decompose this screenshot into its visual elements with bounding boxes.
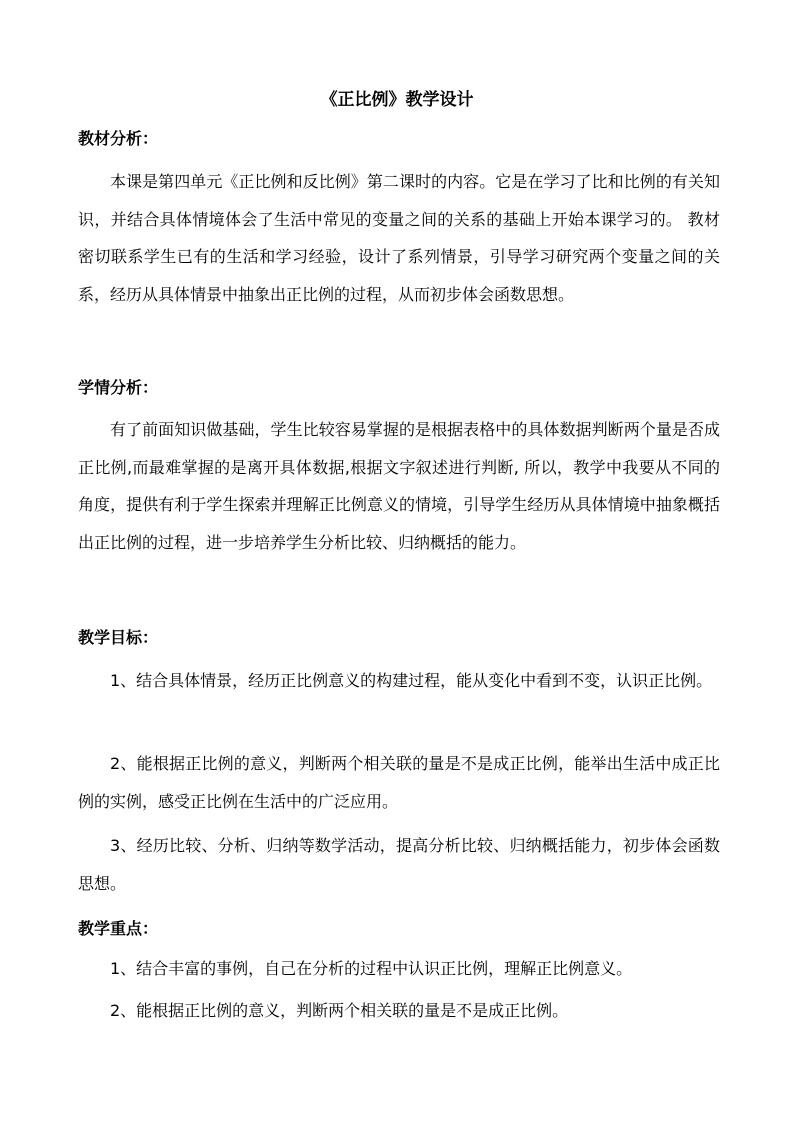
heading-teaching-focus: 教学重点： [78,919,159,938]
heading-teaching-goals: 教学目标： [78,628,159,647]
teaching-goal-item-1: 1、结合具体情景，经历正比例意义的构建过程，能从变化中看到不变，认识正比例。 [110,671,713,690]
teaching-goal-item-3: 3、经历比较、分析、归纳等数学活动，提高分析比较、归纳概括能力，初步体会函数思想。 [78,836,720,893]
teaching-focus-item-2: 2、能根据正比例的意义，判断两个相关联的量是不是成正比例。 [110,1001,569,1020]
teaching-goal-item-2: 2、能根据正比例的意义，判断两个相关联的量是不是成正比例，能举出生活中成正比例的实例，感受正比例在生活中的广泛应用。 [78,754,720,811]
paragraph-student-analysis: 有了前面知识做基础，学生比较容易掌握的是根据表格中的具体数据判断两个量是否成正比例,而最难掌握的是离开具体数据,根据文字叙述进行判断, 所以，教学中我要从不同的角度，提供有利于学生探索并理解正比例意义的情境，引导学生经历从具体情境中抽象概括出正比例的过程，进一步培养学生分析比较、归纳概括的能力。 [78,420,720,552]
heading-material-analysis: 教材分析： [78,129,159,148]
teaching-focus-item-1: 1、结合丰富的事例，自己在分析的过程中认识正比例，理解正比例意义。 [110,959,633,978]
document-title: 《正比例》教学设计 [320,90,474,110]
paragraph-material-analysis: 本课是第四单元《正比例和反比例》第二课时的内容。它是在学习了比和比例的有关知识，并结合具体情境体会了生活中常见的变量之间的关系的基础上开始本课学习的。 教材密切联系学生已有的生活和学习经验，设计了系列情景，引导学习研究两个变量之间的关系，经历从具体情景中抽象出正比例的过程，从而初步体会函数思想。 [78,172,720,304]
heading-student-analysis: 学情分析： [78,378,159,397]
